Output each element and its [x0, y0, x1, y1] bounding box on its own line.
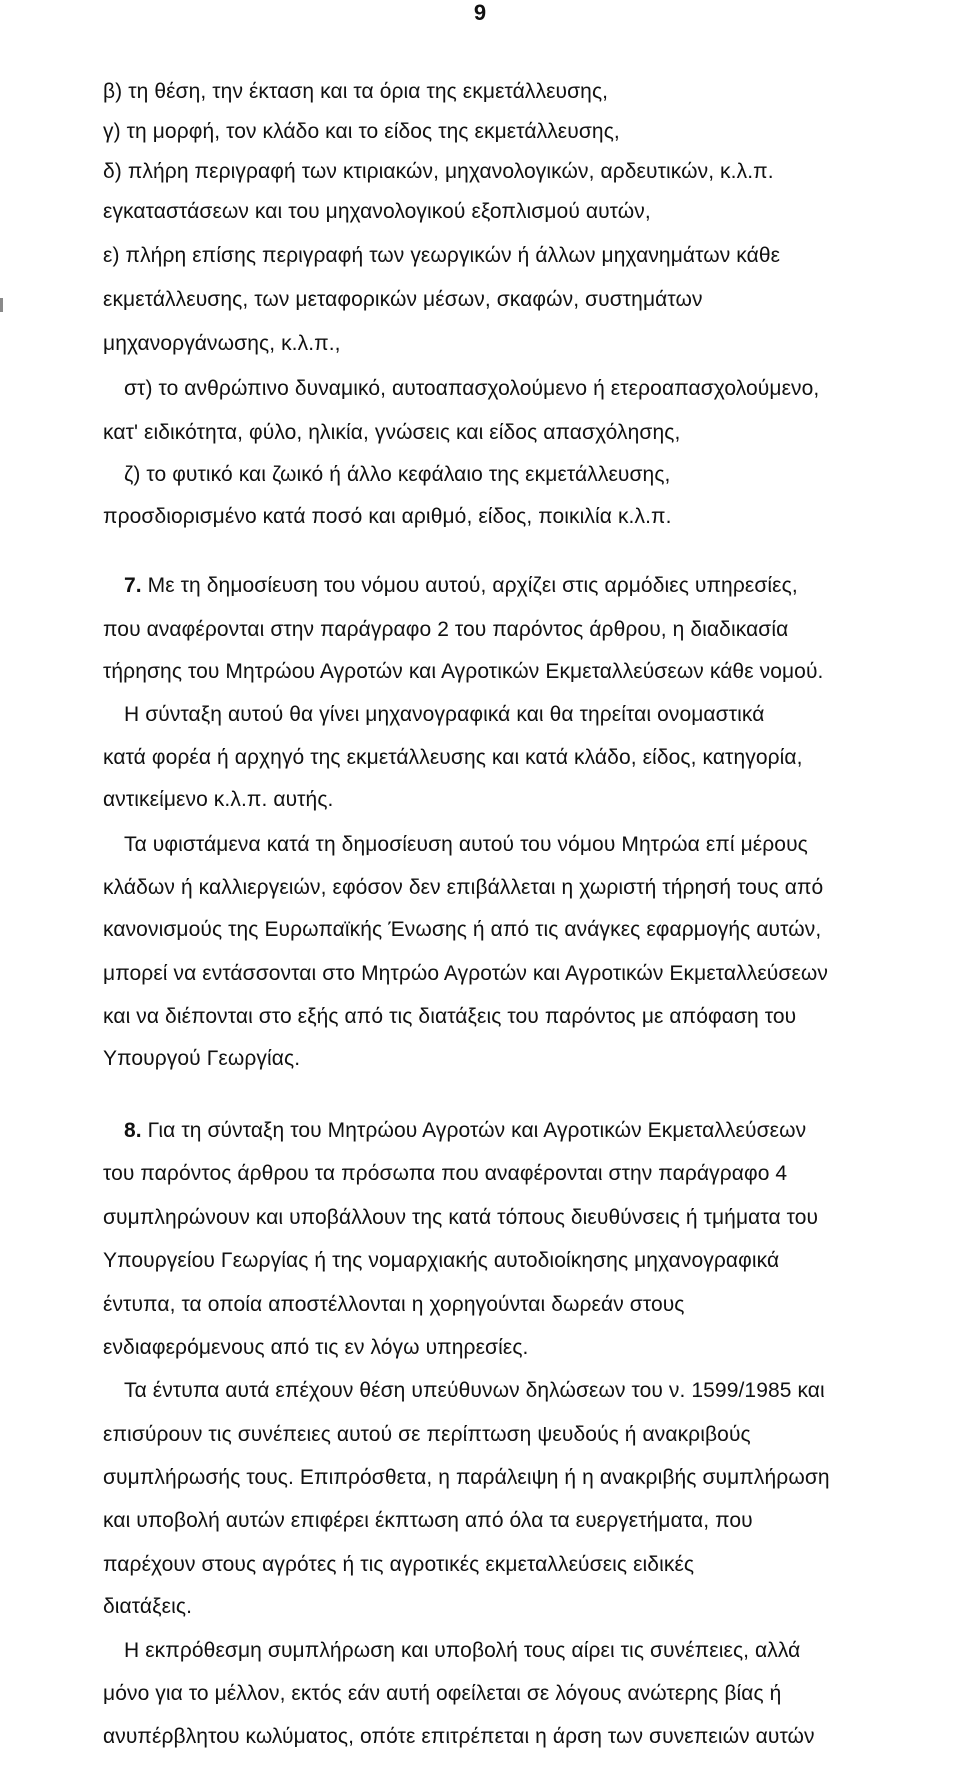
paragraph-8-first-line [124, 1118, 806, 1144]
text-line: προσδιορισμένο κατά ποσό και αριθμό, είδος, ποικιλία κ.λ.π. [103, 505, 672, 528]
text-line: τήρησης του Μητρώου Αγροτών και Αγροτικών Εκμεταλλεύσεων κάθε νομού. [103, 660, 824, 683]
text-line: μπορεί να εντάσσονται στο Μητρώο Αγροτών και Αγροτικών Εκμεταλλεύσεων [103, 962, 829, 985]
paragraph-7-number: 7. [124, 574, 142, 597]
text-line: Για τη σύνταξη του Μητρώου Αγροτών και Αγροτικών Εκμεταλλεύσεων [147, 1119, 807, 1142]
text-line: εκμετάλλευσης, των μεταφορικών μέσων, σκαφών, συστημάτων [103, 288, 703, 311]
text-line: ζ) το φυτικό και ζωικό ή άλλο κεφάλαιο της εκμετάλλευσης, [124, 463, 671, 486]
text-line: εγκαταστάσεων και του μηχανολογικού εξοπλισμού αυτών, [103, 200, 651, 223]
text-line: Η σύνταξη αυτού θα γίνει μηχανογραφικά και θα τηρείται ονομαστικά [124, 703, 765, 726]
text-line: του παρόντος άρθρου τα πρόσωπα που αναφέρονται στην παράγραφο 4 [103, 1162, 788, 1185]
text-line: και υποβολή αυτών επιφέρει έκπτωση από όλα τα ευεργετήματα, που [103, 1509, 753, 1532]
text-line: κατ' ειδικότητα, φύλο, ηλικία, γνώσεις και είδος απασχόλησης, [103, 421, 681, 444]
text-line: κλάδων ή καλλιεργειών, εφόσον δεν επιβάλλεται η χωριστή τήρησή τους από [103, 876, 824, 899]
text-line: β) τη θέση, την έκταση και τα όρια της εκμετάλλευσης, [103, 80, 609, 103]
text-line: κατά φορέα ή αρχηγό της εκμετάλλευσης και κατά κλάδο, είδος, κατηγορία, [103, 746, 803, 769]
text-line: επισύρουν τις συνέπειες αυτού σε περίπτωση ψευδούς ή ανακριβούς [103, 1423, 751, 1446]
text-line: μηχανοργάνωσης, κ.λ.π., [103, 332, 341, 355]
text-line: συμπληρώνουν και υποβάλλουν της κατά τόπους διευθύνσεις ή τμήματα του [103, 1206, 819, 1229]
text-line: γ) τη μορφή, τον κλάδο και το είδος της εκμετάλλευσης, [103, 120, 620, 143]
text-line: αντικείμενο κ.λ.π. αυτής. [103, 788, 334, 811]
margin-mark [0, 298, 3, 312]
text-line: Υπουργού Γεωργίας. [103, 1047, 301, 1070]
text-line: διατάξεις. [103, 1595, 193, 1618]
text-line: ε) πλήρη επίσης περιγραφή των γεωργικών ή άλλων μηχανημάτων κάθε [103, 244, 781, 267]
text-line: μόνο για το μέλλον, εκτός εάν αυτή οφείλεται σε λόγους ανώτερης βίας ή [103, 1682, 782, 1705]
text-line: που αναφέρονται στην παράγραφο 2 του παρόντος άρθρου, η διαδικασία [103, 618, 789, 641]
text-line: Τα υφιστάμενα κατά τη δημοσίευση αυτού του νόμου Μητρώα επί μέρους [124, 833, 808, 856]
text-line: παρέχουν στους αγρότες ή τις αγροτικές εκμεταλλεύσεις ειδικές [103, 1553, 695, 1576]
page-number: 9 [473, 0, 487, 25]
text-line: Η εκπρόθεσμη συμπλήρωση και υποβολή τους αίρει τις συνέπειες, αλλά [124, 1639, 801, 1662]
text-line: κανονισμούς της Ευρωπαϊκής Ένωσης ή από τις ανάγκες εφαρμογής αυτών, [103, 918, 822, 941]
text-line: ενδιαφερόμενους από τις εν λόγω υπηρεσίες. [103, 1336, 529, 1359]
text-line: συμπλήρωσής τους. Επιπρόσθετα, η παράλειψη ή η ανακριβής συμπλήρωση [103, 1466, 830, 1489]
text-line: και να διέπονται στο εξής από τις διατάξεις του παρόντος με απόφαση του [103, 1005, 797, 1028]
text-line: Με τη δημοσίευση του νόμου αυτού, αρχίζει στις αρμόδιες υπηρεσίες, [147, 574, 798, 597]
text-line: στ) το ανθρώπινο δυναμικό, αυτοαπασχολούμενο ή ετεροαπασχολούμενο, [124, 377, 820, 400]
text-line: δ) πλήρη περιγραφή των κτιριακών, μηχανολογικών, αρδευτικών, κ.λ.π. [103, 160, 774, 183]
paragraph-8-number: 8. [124, 1119, 142, 1142]
text-line: Τα έντυπα αυτά επέχουν θέση υπεύθυνων δηλώσεων του ν. 1599/1985 και [124, 1379, 825, 1402]
text-line: ανυπέρβλητου κωλύματος, οπότε επιτρέπεται η άρση των συνεπειών αυτών [103, 1725, 815, 1748]
text-line: Υπουργείου Γεωργίας ή της νομαρχιακής αυτοδιοίκησης μηχανογραφικά [103, 1249, 780, 1272]
paragraph-7-first-line [124, 573, 798, 599]
text-line: έντυπα, τα οποία αποστέλλονται η χορηγούνται δωρεάν στους [103, 1293, 685, 1316]
